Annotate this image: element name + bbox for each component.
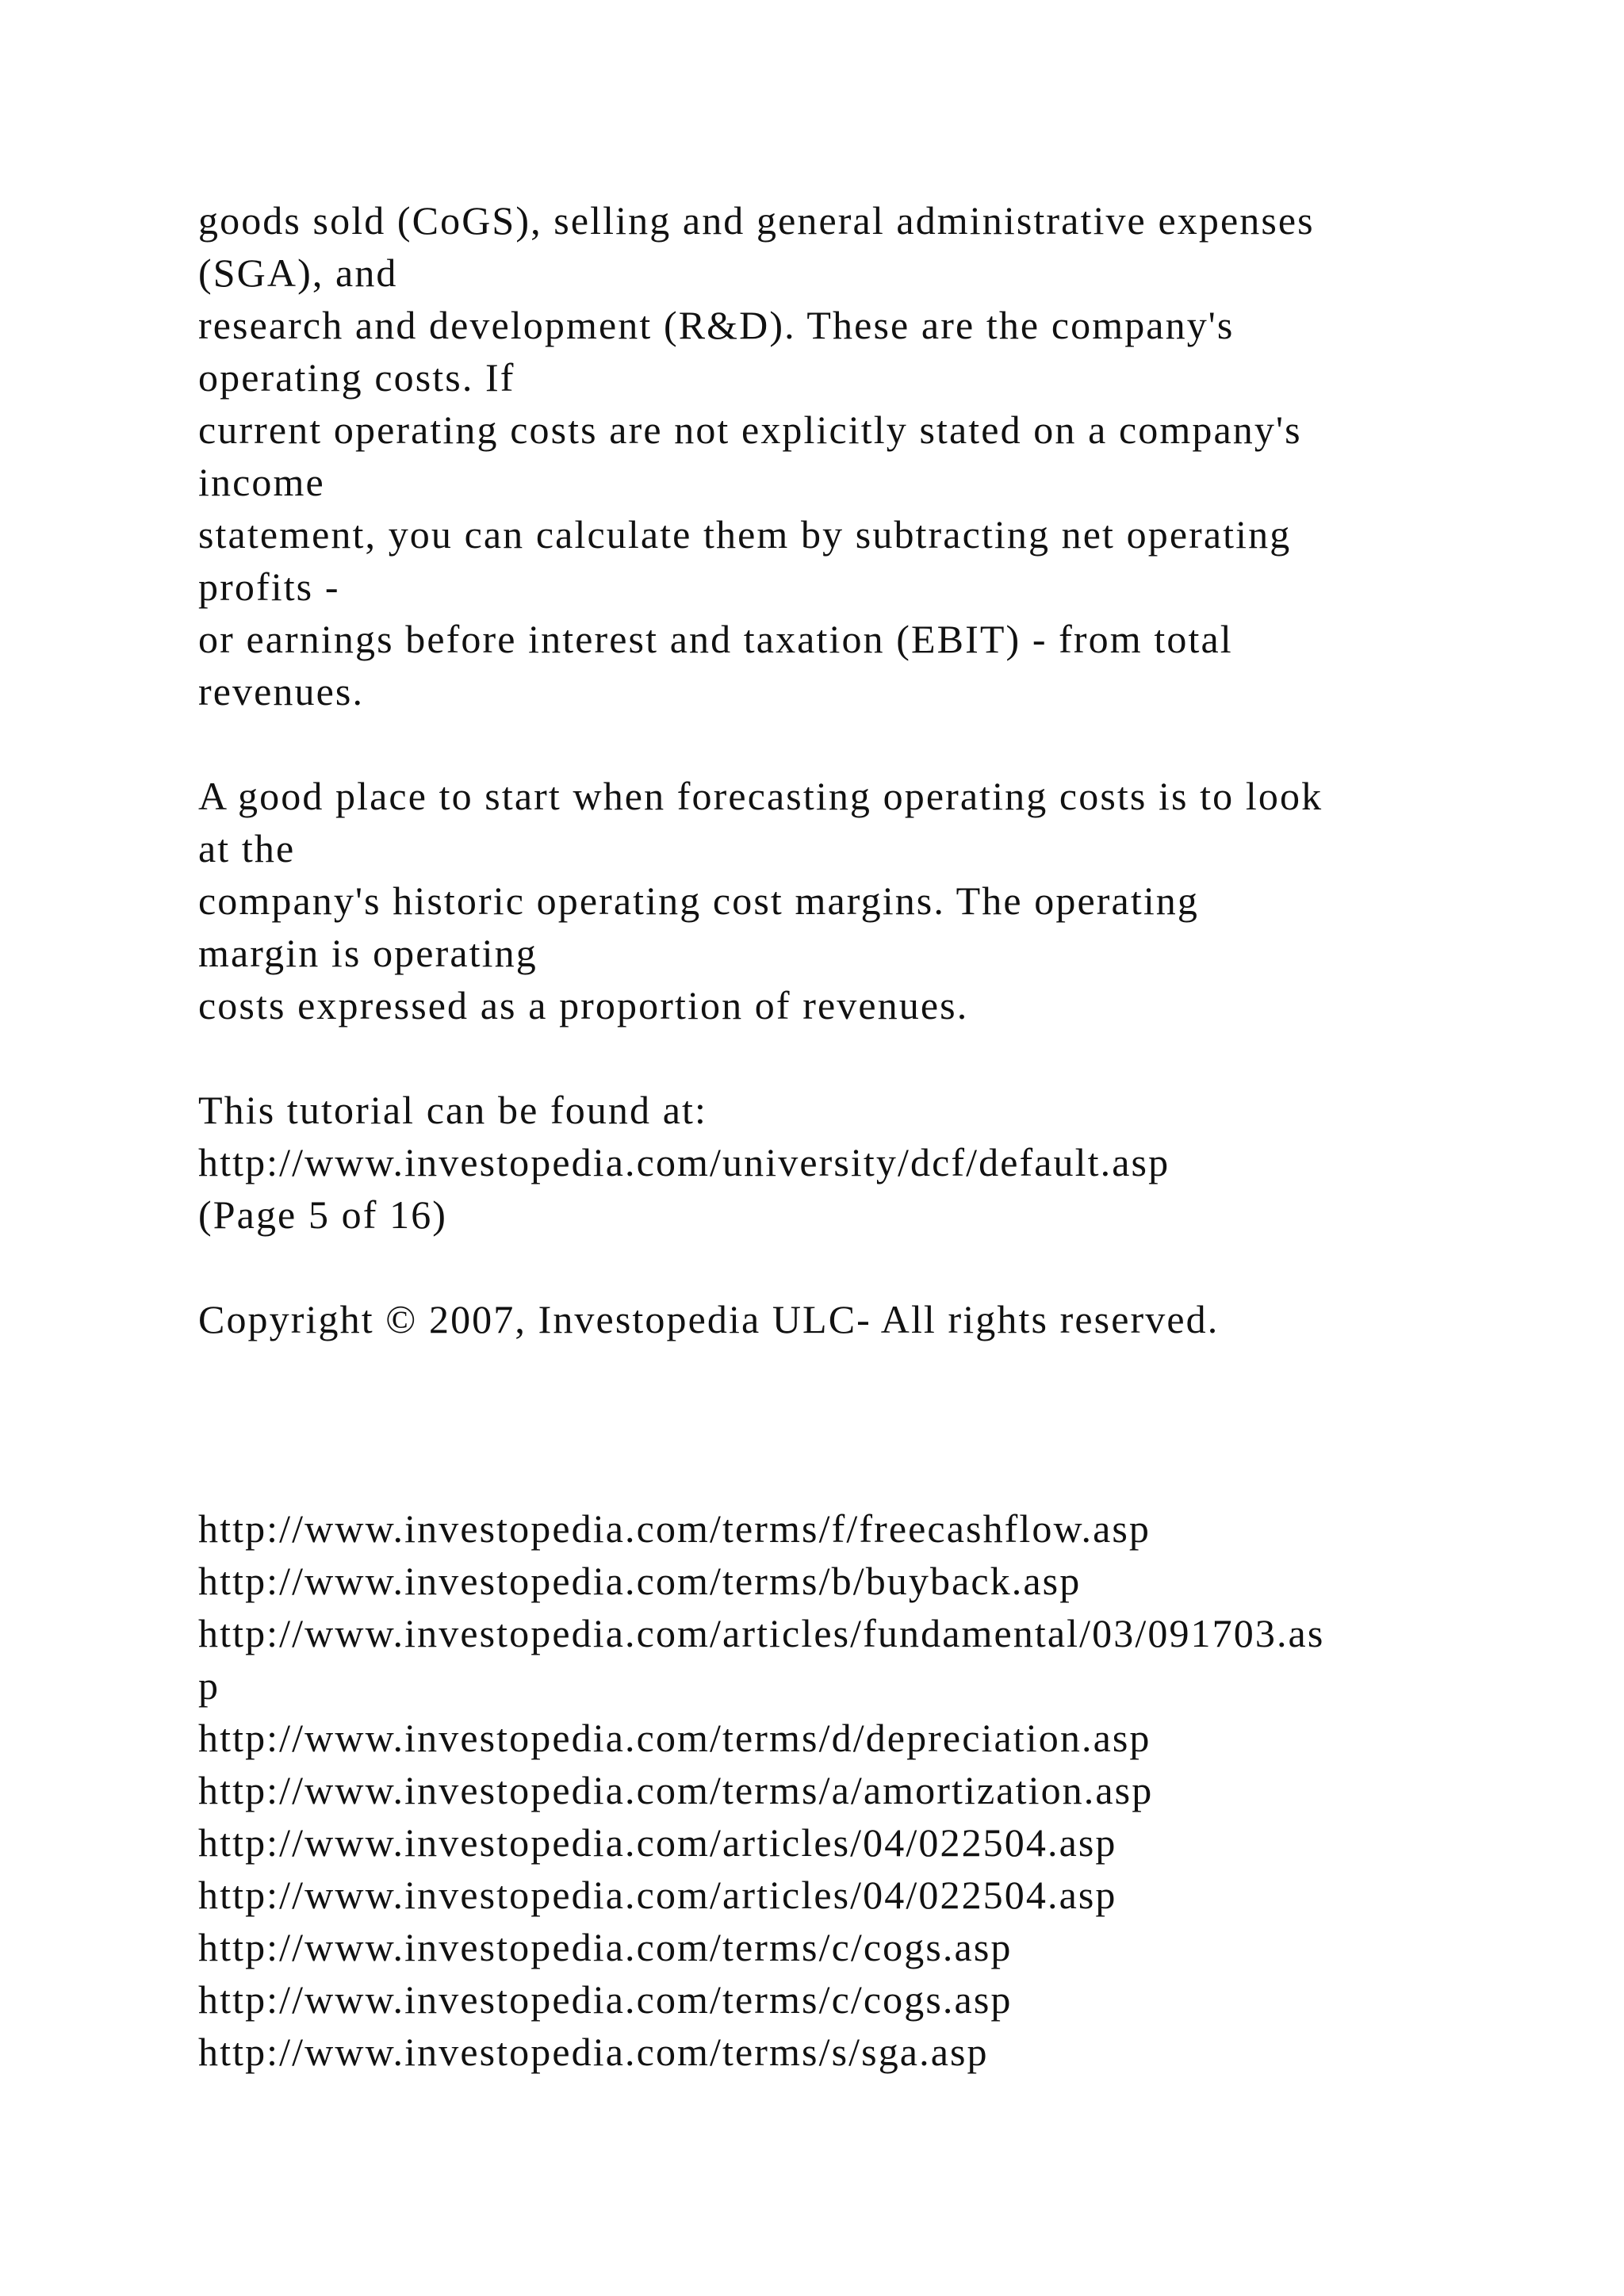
text-line: research and development (R&D). These are the company's [198, 303, 1235, 347]
paragraph-forecasting [198, 770, 1546, 1031]
reference-link: http://www.investopedia.com/terms/c/cogs.asp [198, 1925, 1013, 1969]
text-line: costs expressed as a proportion of revenues. [198, 983, 969, 1027]
section-spacer [198, 1345, 1546, 1502]
reference-link: http://www.investopedia.com/terms/a/amortization.asp [198, 1768, 1154, 1812]
paragraph-spacer [198, 1031, 1546, 1084]
tutorial-url: http://www.investopedia.com/university/dcf/default.asp [198, 1140, 1170, 1184]
text-line: margin is operating [198, 931, 538, 975]
reference-link: http://www.investopedia.com/articles/fundamental/03/091703.as [198, 1611, 1325, 1655]
reference-link: http://www.investopedia.com/articles/04/022504.asp [198, 1873, 1117, 1917]
text-line: goods sold (CoGS), selling and general administrative expenses [198, 198, 1315, 243]
copyright-notice: Copyright © 2007, Investopedia ULC- All rights reserved. [198, 1297, 1220, 1341]
text-line: at the [198, 826, 296, 871]
text-line: profits - [198, 564, 340, 609]
reference-link: http://www.investopedia.com/articles/04/022504.asp [198, 1820, 1117, 1865]
reference-link: http://www.investopedia.com/terms/c/cogs.asp [198, 1977, 1013, 2022]
paragraph-operating-costs [198, 194, 1546, 718]
text-line: operating costs. If [198, 355, 515, 400]
text-line: statement, you can calculate them by subtracting net operating [198, 512, 1292, 557]
reference-link: http://www.investopedia.com/terms/d/depreciation.asp [198, 1716, 1151, 1760]
page-indicator: (Page 5 of 16) [198, 1192, 448, 1237]
text-line: income [198, 460, 325, 504]
text-line: revenues. [198, 669, 365, 714]
paragraph-spacer [198, 718, 1546, 770]
paragraph-spacer [198, 1241, 1546, 1293]
reference-link: http://www.investopedia.com/terms/f/freecashflow.asp [198, 1506, 1151, 1551]
paragraph-tutorial-source [198, 1084, 1546, 1241]
reference-link: http://www.investopedia.com/terms/b/buyback.asp [198, 1559, 1082, 1603]
reference-link: p [198, 1663, 220, 1708]
reference-links-list [198, 1502, 1546, 2078]
reference-link: http://www.investopedia.com/terms/s/sga.asp [198, 2030, 989, 2074]
document-body [198, 194, 1546, 2078]
text-line: or earnings before interest and taxation (EBIT) - from total [198, 617, 1233, 661]
text-line: company's historic operating cost margins. The operating [198, 878, 1200, 923]
text-line: current operating costs are not explicitly stated on a company's [198, 408, 1302, 452]
text-line: This tutorial can be found at: [198, 1088, 708, 1132]
text-line: A good place to start when forecasting operating costs is to look [198, 774, 1323, 818]
text-line: (SGA), and [198, 251, 398, 295]
